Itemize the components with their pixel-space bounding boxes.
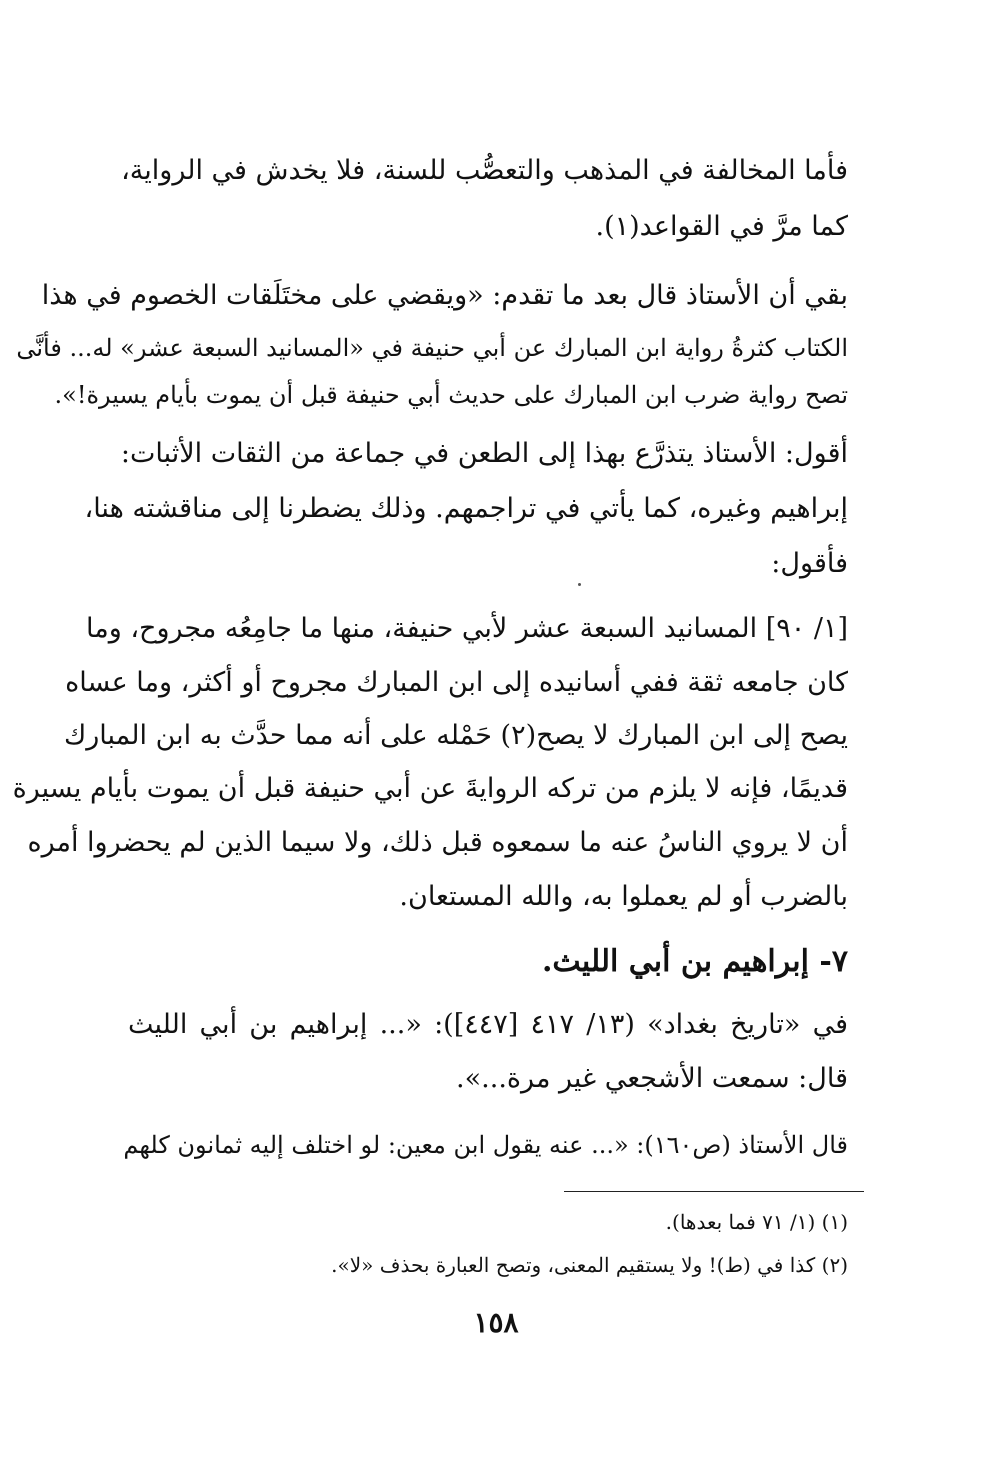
body-line: قال الأستاذ (ص١٦٠): «... عنه يقول ابن معين: لو اختلف إليه ثمانون كلهم bbox=[123, 1131, 848, 1159]
body-line: أن لا يروي الناسُ عنه ما سمعوه قبل ذلك، ولا سيما الذين لم يحضروا أمره bbox=[27, 827, 848, 858]
body-line: قديمًا، فإنه لا يلزم من تركه الروايةَ عن أبي حنيفة قبل أن يموت بأيام يسيرة bbox=[12, 773, 848, 804]
body-line: إبراهيم وغيره، كما يأتي في تراجمهم. وذلك يضطرنا إلى مناقشته هنا، bbox=[84, 493, 848, 524]
page-number: ١٥٨ bbox=[473, 1306, 519, 1339]
body-line: قال: سمعت الأشجعي غير مرة...». bbox=[456, 1063, 848, 1094]
body-line: فأما المخالفة في المذهب والتعصُّب للسنة، فلا يخدش في الرواية، bbox=[121, 155, 848, 186]
body-line: يصح إلى ابن المبارك لا يصح(٢) حَمْله على أنه مما حدَّث به ابن المبارك bbox=[64, 720, 848, 751]
print-speck bbox=[578, 583, 581, 586]
body-line: [١/ ٩٠] المسانيد السبعة عشر لأبي حنيفة، منها ما جامِعُه مجروح، وما bbox=[86, 613, 848, 644]
footnote: (١) (١/ ٧١ فما بعدها). bbox=[665, 1210, 848, 1234]
body-line: كان جامعه ثقة ففي أسانيده إلى ابن المبارك مجروح أو أكثر، وما عساه bbox=[65, 667, 848, 698]
section-heading: ٧- إبراهيم بن أبي الليث. bbox=[541, 944, 848, 979]
footnote: (٢) كذا في (ط)! ولا يستقيم المعنى، وتصح العبارة بحذف «لا». bbox=[331, 1253, 848, 1277]
body-line: كما مرَّ في القواعد(١). bbox=[595, 211, 848, 242]
body-line: أقول: الأستاذ يتذرَّع بهذا إلى الطعن في جماعة من الثقات الأثبات: bbox=[120, 438, 848, 469]
body-line: الكتاب كثرةُ رواية ابن المبارك عن أبي حنيفة في «المسانيد السبعة عشر» له... فأنَّى bbox=[16, 334, 848, 362]
body-line: بالضرب أو لم يعملوا به، والله المستعان. bbox=[399, 881, 848, 912]
body-line: فأقول: bbox=[771, 548, 848, 579]
body-line: تصح رواية ضرب ابن المبارك على حديث أبي حنيفة قبل أن يموت بأيام يسيرة!». bbox=[54, 381, 848, 409]
body-line: في «تاريخ بغداد» (١٣/ ٤١٧ [٤٤٧]): «... إبراهيم بن أبي الليث bbox=[128, 1009, 848, 1040]
body-line: بقي أن الأستاذ قال بعد ما تقدم: «ويقضي على مختَلَقات الخصوم في هذا bbox=[41, 280, 848, 311]
footnote-separator bbox=[564, 1191, 864, 1192]
